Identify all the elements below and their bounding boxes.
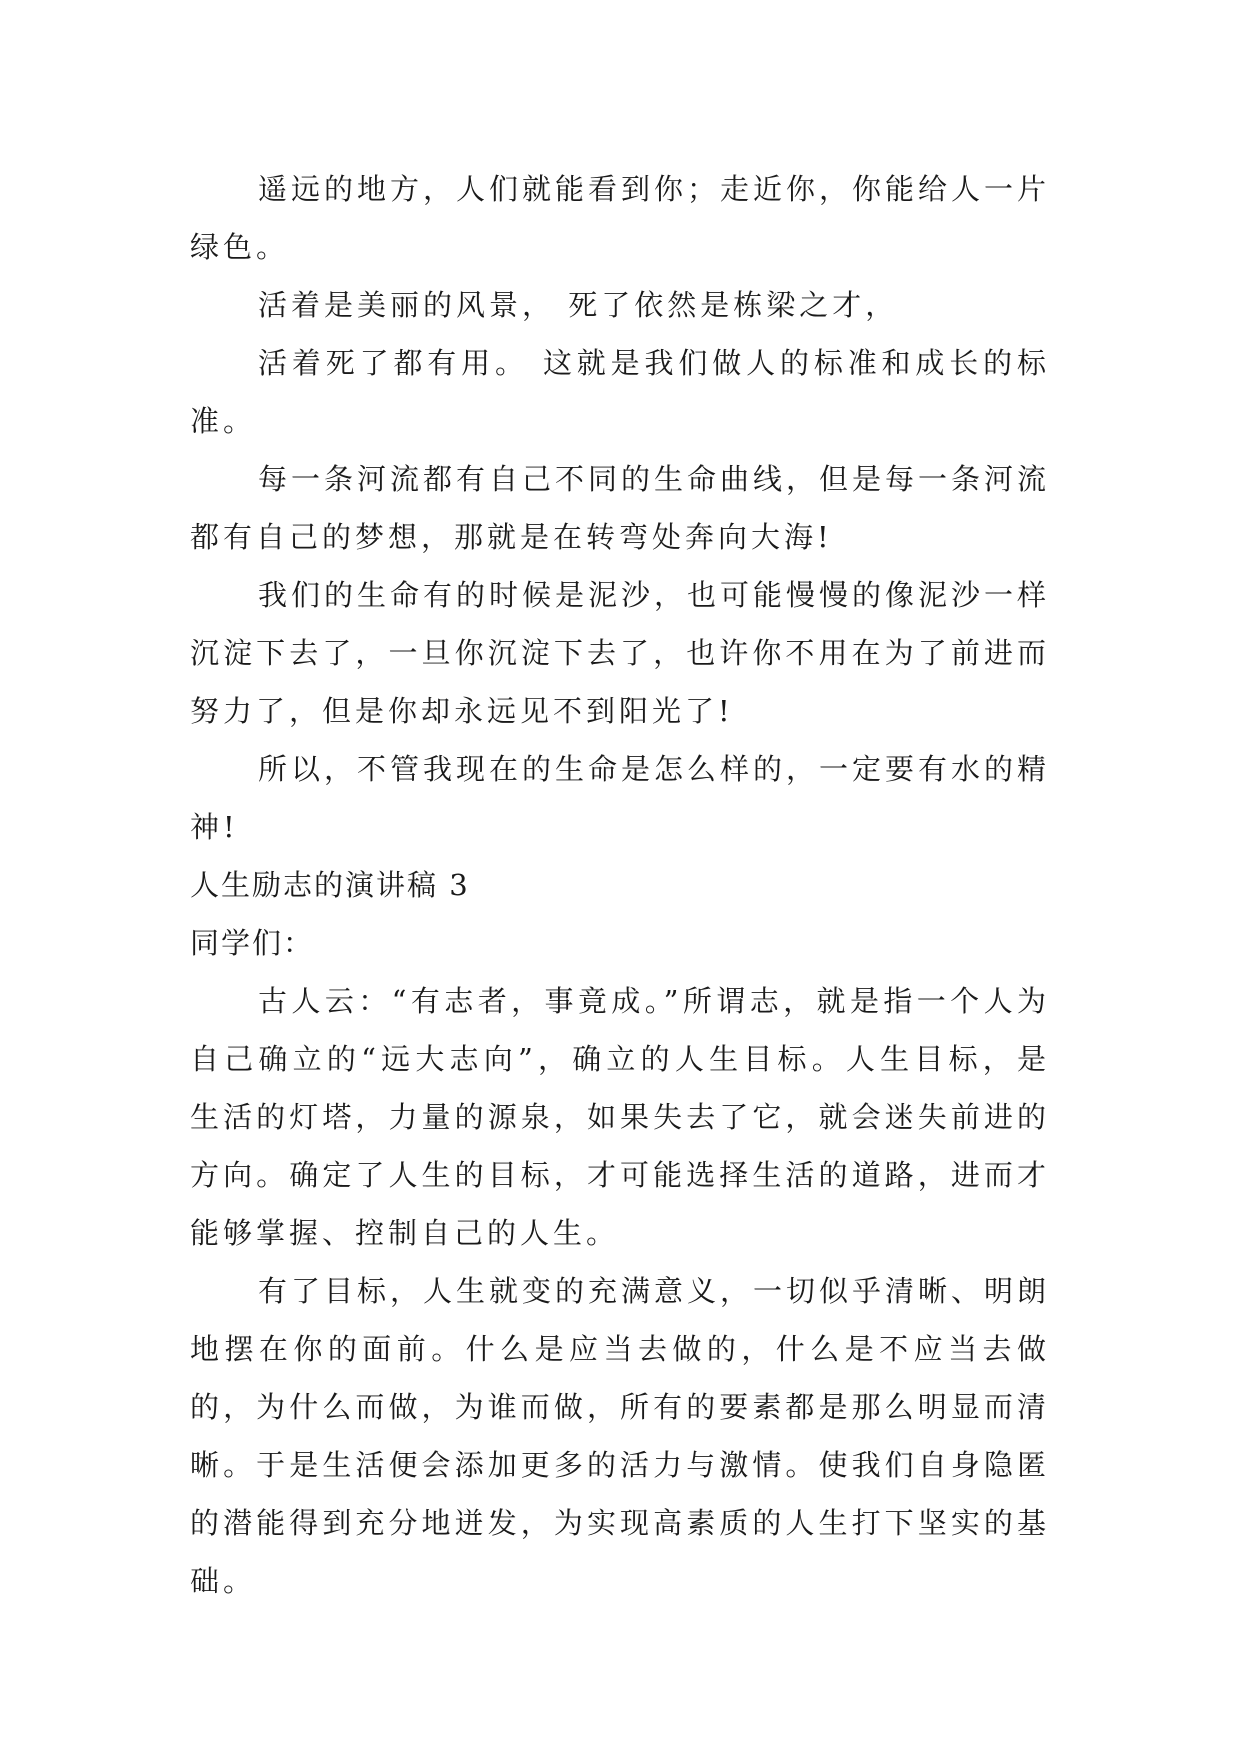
paragraph: 每一条河流都有自己不同的生命曲线，但是每一条河流都有自己的梦想，那就是在转弯处奔向大海! — [190, 462, 1051, 554]
paragraph: 有了目标，人生就变的充满意义，一切似乎清晰、明朗地摆在你的面前。什么是应当去做的，什么是不应当去做的，为什么而做，为谁而做，所有的要素都是那么明显而清晰。于是生活便会添加更多的活力与激情。使我们自身隐匿的潜能得到充分地迸发，为实现高素质的人生打下坚实的基础。 — [190, 1274, 1051, 1598]
paragraph: 活着死了都有用。 这就是我们做人的标准和成长的标准。 — [190, 346, 1050, 438]
document-body — [190, 160, 1050, 1610]
paragraph: 我们的生命有的时候是泥沙，也可能慢慢的像泥沙一样沉淀下去了，一旦你沉淀下去了，也许你不用在为了前进而努力了，但是你却永远见不到阳光了! — [190, 578, 1051, 728]
section-title: 人生励志的演讲稿 3 — [190, 868, 470, 902]
paragraph: 遥远的地方，人们就能看到你；走近你，你能给人一片绿色。 — [190, 172, 1051, 264]
paragraph: 活着是美丽的风景， 死了依然是栋梁之才， — [258, 288, 899, 322]
salutation: 同学们： — [190, 926, 315, 960]
paragraph: 所以，不管我现在的生命是怎么样的，一定要有水的精神! — [190, 752, 1051, 844]
paragraph: 古人云：“有志者，事竟成。”所谓志，就是指一个人为自己确立的“远大志向”，确立的人生目标。人生目标，是生活的灯塔，力量的源泉，如果失去了它，就会迷失前进的方向。确定了人生的目标，才可能选择生活的道路，进而才能够掌握、控制自己的人生。 — [190, 984, 1050, 1250]
